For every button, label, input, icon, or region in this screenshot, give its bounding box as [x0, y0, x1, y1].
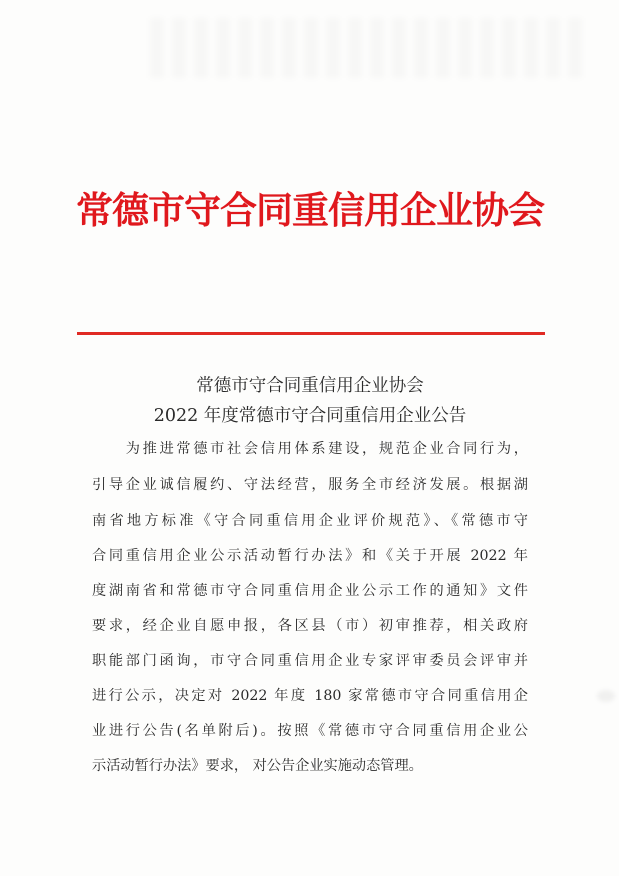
- notice-issuer-title: 常德市守合同重信用企业协会: [196, 376, 424, 396]
- body-text-line: 合同重信用企业公示活动暂行办法》和《关于开展 2022 年: [92, 548, 528, 564]
- body-text-line: 进行公示，决定对 2022 年度 180 家常德市守合同重信用企: [92, 688, 528, 704]
- body-text-line: 职能部门函询，市守合同重信用企业专家评审委员会评审并: [92, 653, 528, 669]
- body-text-line: 为推进常德市社会信用体系建设，规范企业合同行为，: [92, 441, 528, 457]
- body-text-line: 要求，经企业自愿申报，各区县（市）初审推荐，相关政府: [92, 618, 528, 634]
- body-text-line: 度湖南省和常德市守合同重信用企业公示工作的通知》文件: [92, 583, 528, 599]
- show-through-shadow: [150, 18, 590, 78]
- notice-title: 2022 年度常德市守合同重信用企业公告: [153, 406, 467, 426]
- body-text-line: 引导企业诚信履约、守法经营，服务全市经济发展。根据湖: [92, 477, 528, 493]
- red-letterhead-title: 常德市守合同重信用企业协会: [76, 188, 544, 232]
- body-text-line: 示活动暂行办法》要求， 对公告企业实施动态管理。: [92, 758, 423, 774]
- body-text-line: 业进行公告(名单附后)。按照《常德市守合同重信用企业公: [92, 723, 528, 739]
- red-divider-line: [77, 332, 545, 335]
- paper-mark: [597, 690, 615, 702]
- body-text-line: 南省地方标准《守合同重信用企业评价规范》、《常德市守: [92, 513, 528, 529]
